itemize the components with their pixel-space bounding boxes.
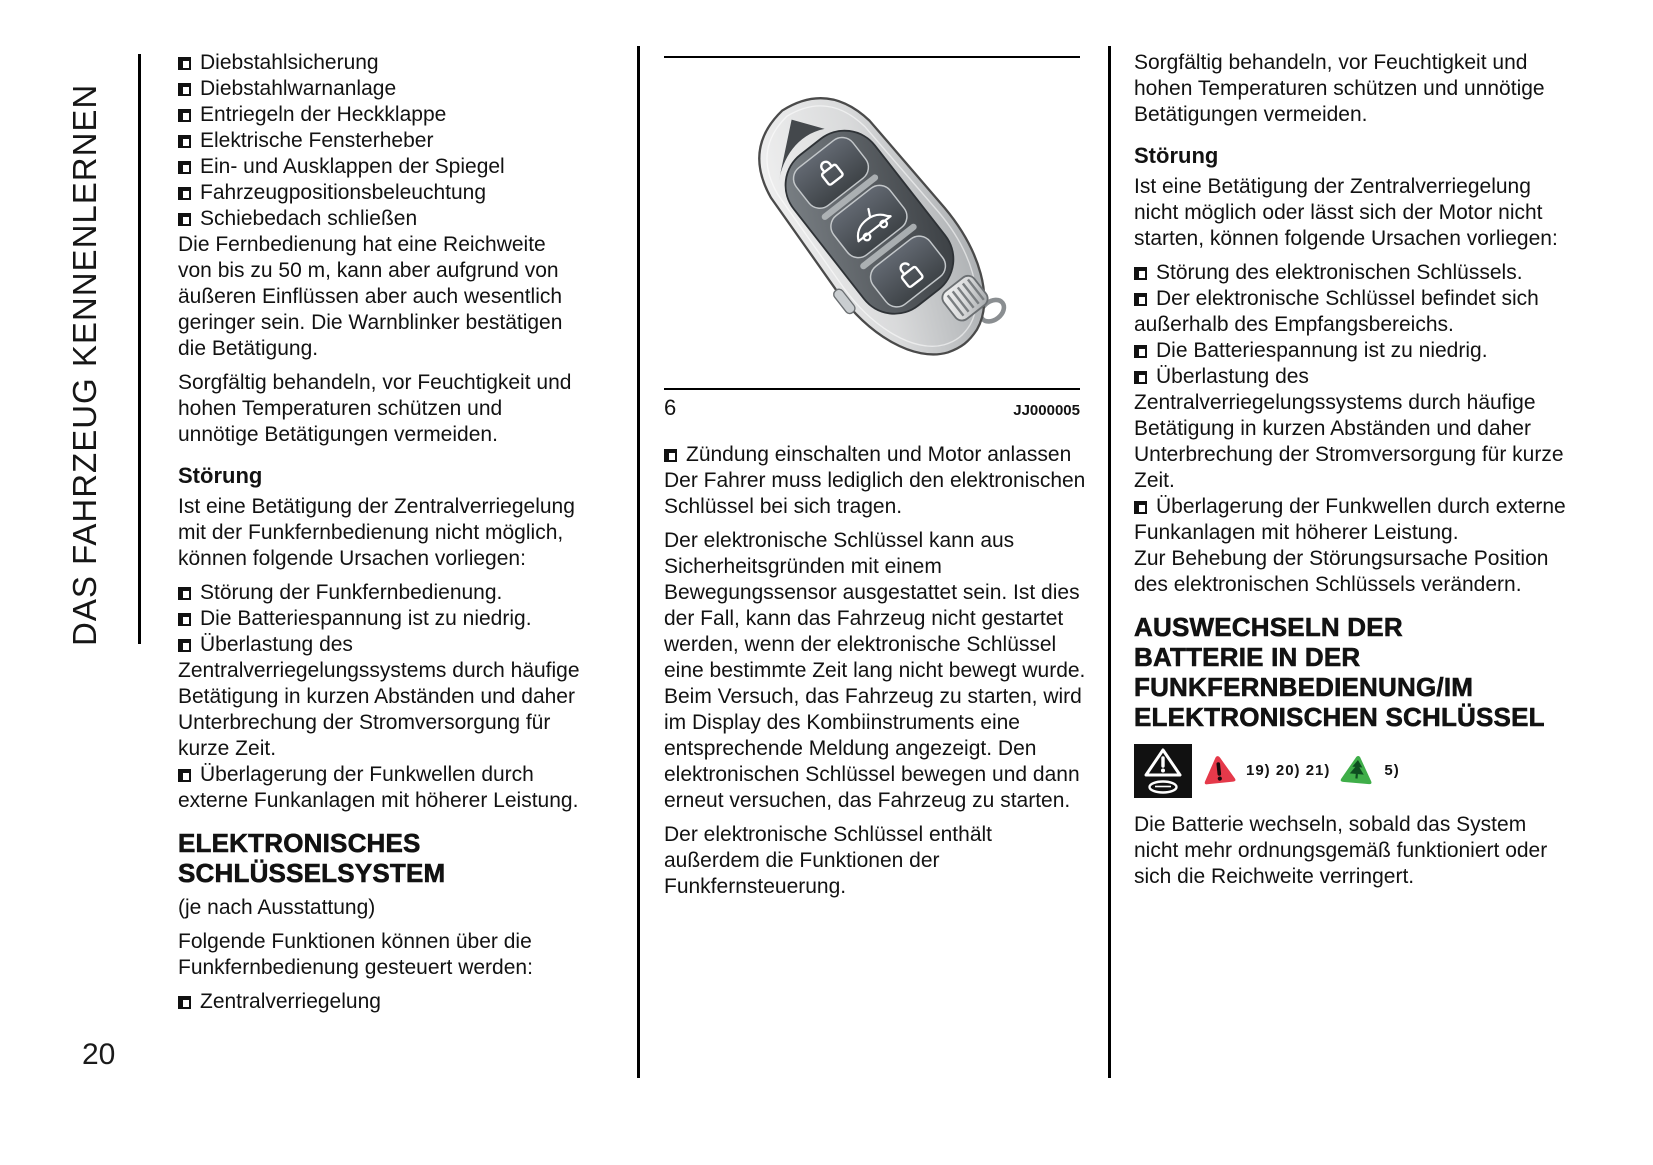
heading-line: SCHLÜSSELSYSTEM <box>178 858 446 888</box>
checkbox-bullet-icon <box>178 587 191 600</box>
checkbox-bullet-icon <box>178 135 191 148</box>
cause-item <box>178 762 585 814</box>
checklist-item <box>178 128 585 154</box>
checkbox-bullet-icon <box>1134 501 1147 514</box>
cause-item-label: Überlagerung der Funkwellen durch externe Funkanlagen mit höherer Leistung. <box>1134 495 1566 544</box>
key-fob-illustration <box>664 58 1080 388</box>
checkbox-bullet-icon <box>178 161 191 174</box>
checklist-item-label: Schiebedach schließen <box>200 207 418 230</box>
paragraph-causes-intro: Ist eine Betätigung der Zentralverriegelung nicht möglich oder lässt sich der Motor nicht starten, können folgende Ursachen vorliegen: <box>1134 175 1558 250</box>
cause-item <box>1134 286 1566 338</box>
column-middle <box>664 56 1088 908</box>
section-heading-auswechseln-der-batterie <box>1134 612 1566 732</box>
cause-item-label: Die Batteriespannung ist zu niedrig. <box>200 607 532 630</box>
checkbox-bullet-icon <box>178 187 191 200</box>
paragraph-remedy: Zur Behebung der Störungsursache Position des elektronischen Schlüssels verändern. <box>1134 547 1549 596</box>
equipment-note: (je nach Ausstattung) <box>178 896 376 919</box>
checkbox-bullet-icon <box>1134 293 1147 306</box>
causes-checklist <box>1134 260 1566 546</box>
heading-line: BATTERIE IN DER <box>1134 642 1361 672</box>
checkbox-bullet-icon <box>1134 267 1147 280</box>
checklist-item <box>178 76 585 102</box>
causes-checklist <box>178 580 585 814</box>
cause-item <box>178 580 585 606</box>
battery-coin-warning-icon <box>1134 744 1192 798</box>
warning-reference-numbers: 19) 20) 21) <box>1246 762 1331 779</box>
paragraph-carry-key: Der Fahrer muss lediglich den elektronischen Schlüssel bei sich tragen. <box>664 469 1086 518</box>
checklist-item-label: Elektrische Fensterheber <box>200 129 434 152</box>
functions-checklist-bottom <box>178 989 585 1015</box>
paragraph-battery-replace: Die Batterie wechseln, sobald das System nicht mehr ordnungsgemäß funktioniert oder sich die Reichweite verringert. <box>1134 813 1548 888</box>
paragraph-causes-intro: Ist eine Betätigung der Zentralverriegelung mit der Funkfernbedienung nicht möglich, können folgende Ursachen vorliegen: <box>178 495 575 570</box>
figure-number: 6 <box>664 395 677 420</box>
checklist-item-label: Fahrzeugpositionsbeleuchtung <box>200 181 487 204</box>
paragraph-remote-range: Die Fernbedienung hat eine Reichweite von bis zu 50 m, kann aber aufgrund von äußeren Einflüssen aber auch wesentlich geringer sein. Die Warnblinker bestätigen die Betätigung. <box>178 233 563 360</box>
remote-functions-checklist <box>178 50 585 232</box>
cause-item-label: Überlastung des Zentralverriegelungssystems durch häufige Betätigung in kurzen Abständen und daher Unterbrechung der Stromversorgung für kurze Zeit. <box>1134 365 1564 492</box>
page-number: 20 <box>82 1038 116 1071</box>
checklist-item <box>178 102 585 128</box>
sidebar-rule <box>138 54 141 644</box>
cause-item-label: Störung der Funkfernbedienung. <box>200 581 503 604</box>
cause-item <box>178 606 585 632</box>
checklist-item <box>664 442 1088 468</box>
checklist-item-label: Ein- und Ausklappen der Spiegel <box>200 155 505 178</box>
checkbox-bullet-icon <box>1134 371 1147 384</box>
paragraph-handle-care: Sorgfältig behandeln, vor Feuchtigkeit und hohen Temperaturen schützen und unnötige Betätigungen vermeiden. <box>178 371 572 446</box>
cause-item <box>178 632 585 762</box>
checkbox-bullet-icon <box>178 109 191 122</box>
checklist-item-label: Entriegeln der Heckklappe <box>200 103 447 126</box>
section-heading-elektronisches-schluesselsystem <box>178 828 585 888</box>
checklist-item-label: Diebstahlsicherung <box>200 51 379 74</box>
paragraph-key-functions: Der elektronische Schlüssel enthält außerdem die Funktionen der Funkfernsteuerung. <box>664 823 993 898</box>
column-divider-left <box>637 46 640 1078</box>
cause-item <box>1134 494 1566 546</box>
checklist-item <box>178 180 585 206</box>
checklist-item-label: Diebstahlwarnanlage <box>200 77 397 100</box>
green-tree-triangle-icon <box>1338 751 1377 790</box>
cause-item-label: Überlastung des Zentralverriegelungssystems durch häufige Betätigung in kurzen Abständen und daher Unterbrechung der Stromversorgung für kurze Zeit. <box>178 633 580 760</box>
checklist-item-label: Zündung einschalten und Motor anlassen <box>686 443 1072 466</box>
cause-item-label: Störung des elektronischen Schlüssels. <box>1156 261 1523 284</box>
key-fob-figure <box>664 56 1080 390</box>
cause-item-label: Überlagerung der Funkwellen durch externe Funkanlagen mit höherer Leistung. <box>178 763 579 812</box>
red-warning-triangle-icon <box>1199 751 1239 791</box>
cause-item-label: Der elektronische Schlüssel befindet sich außerhalb des Empfangsbereichs. <box>1134 287 1539 336</box>
heading-line: ELEKTRONISCHEN SCHLÜSSEL <box>1134 702 1545 732</box>
warning-reference-row <box>1134 744 1566 798</box>
figure-code: JJ000005 <box>1013 402 1080 419</box>
checkbox-bullet-icon <box>1134 345 1147 358</box>
heading-line: AUSWECHSELN DER <box>1134 612 1403 642</box>
cause-item <box>1134 364 1566 494</box>
checkbox-bullet-icon <box>178 83 191 96</box>
cause-item-label: Die Batteriespannung ist zu niedrig. <box>1156 339 1488 362</box>
paragraph-motion-sensor: Der elektronische Schlüssel kann aus Sicherheitsgründen mit einem Bewegungssensor ausgestattet sein. Ist dies der Fall, kann das Fahrzeug nicht gestartet werden, wenn der elektronische Schlüssel eine bestimmte Zeit lang nicht bewegt wurde. Beim Versuch, das Fahrzeug zu starten, wird im Display des Kombiinstruments eine entsprechende Meldung angezeigt. Den elektronischen Schlüssel bewegen und dann erneut versuchen, das Fahrzeug zu starten. <box>664 529 1086 812</box>
checklist-item-label: Zentralverriegelung <box>200 990 381 1013</box>
paragraph-functions-intro: Folgende Funktionen können über die Funkfernbedienung gesteuert werden: <box>178 930 533 979</box>
cause-item <box>1134 260 1566 286</box>
checklist-item <box>178 50 585 76</box>
subheading-stoerung: Störung <box>1134 143 1219 168</box>
column-right <box>1134 50 1566 898</box>
checklist-item <box>178 989 585 1015</box>
checklist-item <box>178 154 585 180</box>
checkbox-bullet-icon <box>178 769 191 782</box>
chapter-title-vertical: DAS FAHRZEUG KENNENLERNEN <box>66 83 103 646</box>
paragraph-handle-care: Sorgfältig behandeln, vor Feuchtigkeit und hohen Temperaturen schützen und unnötige Betätigungen vermeiden. <box>1134 51 1545 126</box>
checkbox-bullet-icon <box>178 639 191 652</box>
cause-item <box>1134 338 1566 364</box>
checkbox-bullet-icon <box>178 613 191 626</box>
checkbox-bullet-icon <box>178 996 191 1009</box>
column-divider-right <box>1108 46 1111 1078</box>
eco-reference-number: 5) <box>1384 762 1400 779</box>
column-left <box>178 50 585 1015</box>
key-fob-body <box>724 69 1018 388</box>
checkbox-bullet-icon <box>178 57 191 70</box>
heading-line: FUNKFERNBEDIENUNG/IM <box>1134 672 1474 702</box>
figure-caption <box>664 395 1080 424</box>
checklist-item <box>178 206 585 232</box>
checkbox-bullet-icon <box>178 213 191 226</box>
checkbox-bullet-icon <box>664 449 677 462</box>
subheading-stoerung: Störung <box>178 463 263 488</box>
heading-line: ELEKTRONISCHES <box>178 828 421 858</box>
